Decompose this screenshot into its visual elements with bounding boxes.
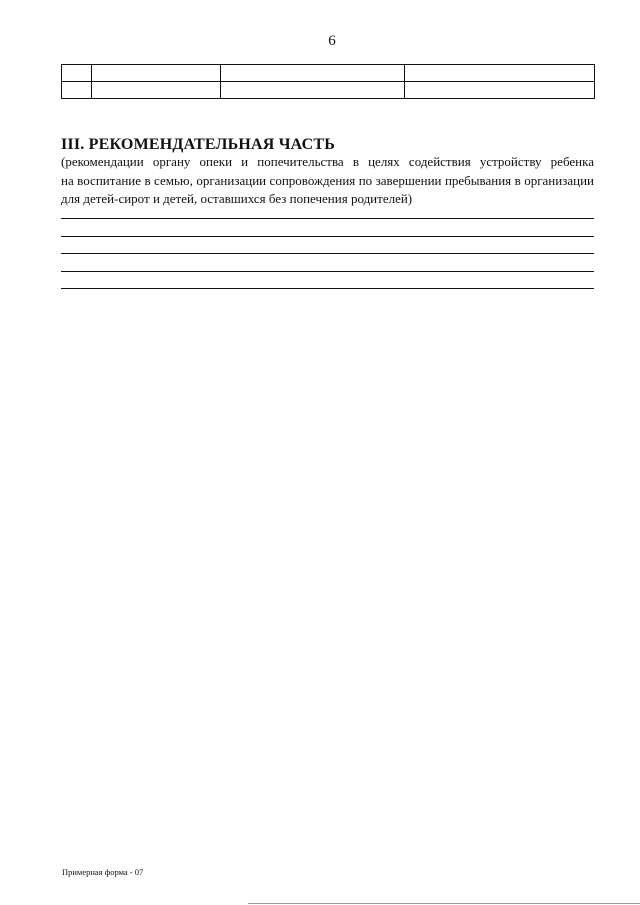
answer-line bbox=[61, 253, 594, 254]
table-row bbox=[62, 65, 595, 82]
table-row bbox=[62, 82, 595, 99]
table-cell bbox=[405, 65, 595, 82]
continued-table bbox=[61, 64, 595, 99]
table-cell bbox=[92, 65, 221, 82]
answer-line bbox=[61, 218, 594, 219]
description-line: для детей-сирот и детей, оставшихся без попечения родителей) bbox=[61, 191, 413, 206]
table-cell bbox=[221, 65, 405, 82]
section-title: III. РЕКОМЕНДАТЕЛЬНАЯ ЧАСТЬ bbox=[61, 136, 336, 153]
answer-line bbox=[61, 236, 594, 237]
page-number: 6 bbox=[328, 33, 336, 49]
scan-edge-divider bbox=[248, 903, 640, 904]
table-cell bbox=[221, 82, 405, 99]
form-label: Примерная форма - 07 bbox=[62, 867, 144, 877]
description-line: на воспитание в семью, организации сопровождения по завершении пребывания в организации bbox=[61, 172, 594, 188]
section-description bbox=[61, 153, 594, 209]
answer-line bbox=[61, 271, 594, 272]
table-cell bbox=[62, 82, 92, 99]
description-line: (рекомендации органу опеки и попечительства в целях содействия устройству ребенка bbox=[61, 154, 594, 169]
table-cell bbox=[92, 82, 221, 99]
answer-line bbox=[61, 288, 594, 289]
table-cell bbox=[62, 65, 92, 82]
table-cell bbox=[405, 82, 595, 99]
